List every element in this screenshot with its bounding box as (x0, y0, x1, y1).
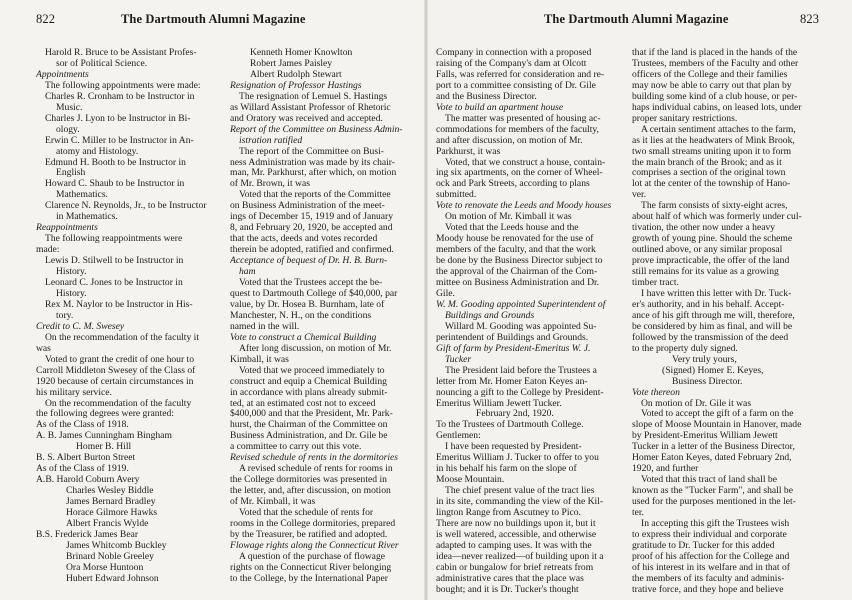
text-line: I have been requested by President- (445, 442, 582, 453)
text-line: Clarence N. Reynolds, Jr., to be Instructor (45, 201, 207, 212)
text-line: Carroll Middleton Swesey of the Class of (36, 365, 196, 376)
text-line: construct and equip a Chemical Building (230, 376, 387, 387)
text-line: therein be adopted, ratified and confirmed. (230, 245, 394, 256)
text-line: of Mr. Brown, it was (230, 179, 310, 190)
text-line: man, Mr. Parkhurst, after which, on motion (230, 168, 397, 179)
text-line: cabin or bungalow for brief retreats from (436, 562, 594, 573)
text-line: proper sanitary restrictions. (632, 113, 738, 124)
text-line: commodations for members of the faculty, (436, 124, 599, 135)
text-line: officers of the College and their families (632, 69, 788, 80)
text-line: submitted. (436, 190, 477, 201)
text-line: Business Administration, and Dr. Gile be (230, 431, 388, 442)
text-line: A. B. James Cunningham Bingham (36, 431, 172, 442)
text-line: that if the land is placed in the hands of the (632, 48, 798, 58)
text-line: of his interest in its welfare and in that of (632, 562, 790, 573)
text-line: Brinard Noble Greeley (66, 551, 154, 562)
text-line: growth of young pine. Should the scheme (632, 234, 793, 245)
text-line: proof of his affection for the College and (632, 551, 790, 562)
text-line: gratitude to Dr. Tucker for this added (632, 540, 775, 551)
text-line: (Signed) Homer E. Keyes, (662, 365, 764, 376)
text-line: Homer B. Hill (76, 442, 132, 453)
text-line: Ora Morse Huntoon (66, 562, 144, 573)
text-column-1 (36, 48, 226, 585)
text-line: Lewis D. Stilwell to be Instructor in (45, 256, 184, 267)
section-heading: Vote to build an apartment house (436, 102, 564, 113)
text-line: ance of his gift through me will, therefore, (632, 310, 795, 321)
text-line: slope of Moose Mountain in Hanover, made (632, 420, 802, 431)
text-line: is well watered, accessible, and otherwise (436, 529, 597, 540)
section-heading: Vote to renovate the Leeds and Moody houses (436, 201, 612, 212)
text-line: Voted that the Trustees accept the be- (239, 278, 383, 289)
text-line: in accordance with plans already submit- (230, 387, 388, 398)
text-line: Music. (56, 102, 83, 113)
text-line: ings of December 15, 1919 and of January (230, 212, 394, 223)
text-line: Trustees, members of the Faculty and other (632, 58, 799, 69)
text-line: the approval of the Chairman of the Com- (436, 267, 598, 278)
text-line: Voted that the Leeds house and the (445, 223, 579, 234)
text-line: James Bernard Bradley (66, 497, 156, 508)
text-line: The resignation of Lemuel S. Hastings (239, 91, 388, 102)
text-line: Parkhurst, it was (436, 146, 501, 157)
text-line: in his behalf his farm on the slope of (436, 464, 577, 475)
text-line: Moose Mountain. (436, 475, 505, 486)
text-line: A question of the purchase of flowage (239, 551, 385, 562)
text-line: rights on the Connecticut River belonging (230, 562, 392, 573)
text-line: that the acts, deeds and votes recorded (230, 234, 378, 245)
text-line: Gentlemen: (436, 431, 481, 442)
text-line: B. S. Albert Burton Street (36, 453, 136, 464)
section-heading: Buildings and Grounds (445, 310, 535, 321)
text-line: Hubert Edward Johnson (66, 573, 159, 584)
text-line: Willard M. Gooding was appointed Su- (445, 321, 597, 332)
text-line: as Willard Assistant Professor of Rhetoric (230, 102, 391, 113)
text-line: Leonard C. Jones to be Instructor in (45, 278, 183, 289)
text-line: Voted that this tract of land shall be (641, 475, 777, 486)
text-line: The following reappointments were (45, 234, 183, 245)
text-line: the letter, and, after discussion, on motion (230, 486, 391, 497)
text-line: by President-Emeritus William Jewett (632, 431, 778, 442)
text-line: Voted, that we construct a house, contain- (445, 157, 606, 168)
right-page (426, 0, 852, 600)
text-line: 8, and February 20, 1920, be accepted and (230, 223, 393, 234)
text-line: A certain sentiment attaches to the farm, (641, 124, 796, 135)
text-line: Rex M. Naylor to be Instructor in His- (45, 299, 193, 310)
text-line: Voted to accept the gift of a farm on the (641, 409, 794, 420)
text-line: I have written this letter with Dr. Tuck- (641, 288, 792, 299)
text-line: his military service. (36, 387, 112, 398)
text-line: perintendent of Buildings and Grounds. (436, 332, 589, 343)
text-line: the following degrees were granted: (36, 409, 174, 420)
text-line: and the Business Director. (436, 91, 537, 102)
text-line: hurst, the Chairman of the Committee on (230, 420, 388, 431)
text-line: A.B. Harold Coburn Avery (36, 475, 140, 486)
text-line: by the Treasurer, be ratified and adopted. (230, 529, 388, 540)
text-line: A revised schedule of rents for rooms in (239, 464, 393, 475)
text-line: As of the Class of 1919. (36, 464, 129, 475)
text-line: Edmund H. Booth to be Instructor in (45, 157, 186, 168)
text-line: port to a committee consisting of Dr. Gile (436, 80, 596, 91)
text-line: Howard C. Shaub to be Instructor in (45, 179, 185, 190)
section-heading: Credit to C. M. Swesey (36, 321, 125, 332)
left-page-header (36, 12, 55, 27)
text-line: about half of which was formerly under cul- (632, 212, 802, 223)
section-heading: Appointments (36, 69, 89, 80)
text-line: er's authority, and in his behalf. Accept- (632, 299, 785, 310)
text-line: The matter was presented of housing ac- (445, 113, 601, 124)
right-running-head: The Dartmouth Alumni Magazine (544, 12, 729, 26)
text-line: Horace Gilmore Hawks (66, 508, 158, 519)
text-line: Harold R. Bruce to be Assistant Profes- (45, 48, 197, 58)
text-line: in its site, commanding the view of the Kil- (436, 497, 604, 508)
text-line: atomy and Histology. (56, 146, 139, 157)
text-line: Moody house be renovated for the use of (436, 234, 594, 245)
text-line: On the recommendation of the faculty it (45, 332, 199, 343)
section-heading: W. M. Gooding appointed Superintendent of (436, 299, 606, 310)
text-line: and after discussion, on motion of Mr. (436, 135, 583, 146)
text-line: be done by the Business Director subject to (436, 256, 603, 267)
text-line: Voted to grant the credit of one hour to (45, 354, 195, 365)
text-line: nouncing a gift to the College by President- (436, 387, 604, 398)
text-line: ology. (56, 124, 80, 135)
book-gutter (424, 0, 428, 600)
text-line: Charles R. Cronham to be Instructor in (45, 91, 195, 102)
text-line: Charles J. Lyon to be Instructor in Bi- (45, 113, 191, 124)
section-heading: Reappointments (36, 223, 98, 234)
text-line: outlined above, or any similar proposal (632, 245, 783, 256)
text-line: value, by Dr. Hosea B. Burnham, late of (230, 299, 385, 310)
text-line: may now be able to carry out that plan by (632, 80, 792, 91)
text-line: B.S. Frederick James Bear (36, 529, 139, 540)
text-line: was (36, 343, 51, 354)
text-line: Kenneth Homer Knowlton (250, 48, 353, 58)
text-line: To the Trustees of Dartmouth College. (436, 420, 584, 431)
text-line: named in the will. (230, 321, 300, 332)
text-line: Falls, was referred for consideration and re- (436, 69, 605, 80)
text-line: History. (56, 267, 87, 278)
section-heading: Vote thereon (632, 387, 680, 398)
text-line: Erwin C. Miller to be Instructor in An- (45, 135, 194, 146)
text-line: trative force, and they hope and believe (632, 584, 784, 595)
text-line: letter from Mr. Homer Eaton Keyes an- (436, 376, 588, 387)
text-line: On the recommendation of the faculty (45, 398, 192, 409)
text-line: Emeritus William J. Tucker to offer to you (436, 453, 599, 464)
text-line: building some kind of a club house, or per- (632, 91, 798, 102)
text-line: made: (36, 245, 60, 256)
left-page-number: 822 (36, 12, 56, 26)
text-line: idea—never realized—of building upon it a (436, 551, 604, 562)
text-line: February 2nd, 1920. (476, 409, 554, 420)
section-heading: Gift of farm by President-Emeritus W. J. (436, 343, 591, 354)
text-line: 1920, and further (632, 464, 699, 475)
text-line: Gile. (436, 288, 455, 299)
section-heading: istration ratified (239, 135, 303, 146)
text-line: Voted that we proceed immediately to (239, 365, 385, 376)
text-line: Albert Francis Wylde (66, 518, 149, 529)
text-line: Voted that the reports of the Committee (239, 190, 391, 201)
text-line: Tucker in a letter of the Business Director, (632, 442, 795, 453)
section-heading: Revised schedule of rents in the dormitories (230, 453, 399, 464)
text-line: two small streams uniting upon it to form (632, 146, 792, 157)
text-line: the main branch of the Brook; and as it (632, 157, 782, 168)
right-page-number: 823 (800, 12, 820, 26)
text-line: The President laid before the Trustees a (445, 365, 597, 376)
text-line: a committee to carry out this vote. (230, 442, 362, 453)
text-line: The chief present value of the tract lies (445, 486, 595, 497)
section-heading: ham (239, 267, 256, 278)
text-line: Albert Rudolph Stewart (250, 69, 342, 80)
text-line: on Business Administration of the meet- (230, 201, 385, 212)
text-line: mittee on Business Administration and Dr. (436, 278, 600, 289)
text-line: ted, at an estimated cost not to exceed (230, 398, 376, 409)
text-line: The farm consists of sixty-eight acres, (641, 201, 788, 212)
text-line: Kimball, it was (230, 354, 289, 365)
text-line: still remains for its value as a growing (632, 267, 779, 278)
text-line: adapted to camping uses. It was with the (436, 540, 592, 551)
text-column-4 (632, 48, 824, 596)
text-line: $400,000 and that the President, Mr. Park- (230, 409, 393, 420)
text-line: Robert James Paisley (250, 58, 333, 69)
text-line: prove impracticable, the offer of the land (632, 256, 790, 267)
text-line: comprises a section of the original town (632, 168, 786, 179)
text-line: to express their individual and corporate (632, 529, 787, 540)
text-line: in Mathematics. (56, 212, 118, 223)
section-heading: Resignation of Professor Hastings (230, 80, 362, 91)
text-line: Business Director. (672, 376, 743, 387)
text-line: James Whitcomb Buckley (66, 540, 167, 551)
text-column-3 (436, 48, 626, 596)
text-line: the members of its faculty and adminis- (632, 573, 785, 584)
text-line: lot at the center of the township of Hano- (632, 179, 791, 190)
text-line: On motion of Dr. Gile it was (641, 398, 752, 409)
text-line: There are now no buildings upon it, but it (436, 518, 596, 529)
right-page-header (800, 12, 819, 27)
text-line: rooms in the College dormitories, prepared (230, 518, 396, 529)
text-line: as it lies at the headwaters of Mink Brook, (632, 135, 795, 146)
text-line: ver. (632, 190, 647, 201)
text-column-2 (230, 48, 420, 585)
text-line: ock and Park Streets, according to plans (436, 179, 590, 190)
text-line: tory. (56, 310, 74, 321)
text-line: the College dormitories was presented in (230, 475, 387, 486)
text-line: Emeritus William Jewett Tucker. (436, 398, 562, 409)
text-line: bought; and it is Dr. Tucker's thought (436, 584, 579, 595)
text-line: English (56, 168, 86, 179)
text-line: Charles Wesley Biddle (66, 486, 154, 497)
text-line: Company in connection with a proposed (436, 48, 592, 58)
section-heading: Flowage rights along the Connecticut River (230, 540, 399, 551)
text-line: The report of the Committee on Busi- (239, 146, 384, 157)
text-line: be considered by him as final, and will be (632, 321, 793, 332)
text-line: Voted that the schedule of rents for (239, 508, 374, 519)
section-heading: Acceptance of bequest of Dr. H. B. Burn- (230, 256, 388, 267)
text-line: Homer Eaton Keyes, dated February 2nd, (632, 453, 792, 464)
text-line: sor of Political Science. (56, 58, 148, 69)
text-line: Manchester, N. H., on the conditions (230, 310, 372, 321)
text-line: Mathematics. (56, 190, 108, 201)
text-line: raising of the Company's dam at Olcott (436, 58, 587, 69)
text-line: and Oratory was received and accepted. (230, 113, 383, 124)
text-line: ing six apartments, on the corner of Wheel- (436, 168, 603, 179)
text-line: After long discussion, on motion of Mr. (239, 343, 392, 354)
text-line: 1920 because of certain circumstances in (36, 376, 194, 387)
text-line: quest to Dartmouth College of $40,000, par (230, 288, 398, 299)
text-line: On motion of Mr. Kimball it was (445, 212, 572, 223)
text-line: The following appointments were made: (45, 80, 201, 91)
text-line: In accepting this gift the Trustees wish (641, 518, 790, 529)
text-line: Very truly yours, (672, 354, 737, 365)
text-line: used for the purposes mentioned in the let- (632, 497, 796, 508)
text-line: timber tract. (632, 278, 679, 289)
text-line: lington Range from Ascutney to Pico. (436, 508, 581, 519)
text-line: As of the Class of 1918. (36, 420, 129, 431)
text-line: to the property duly signed. (632, 343, 738, 354)
text-line: members of the faculty, and that the work (436, 245, 596, 256)
section-heading: Report of the Committee on Business Admin- (230, 124, 403, 135)
left-running-head: The Dartmouth Alumni Magazine (121, 12, 306, 26)
text-line: administrative cares that the place was (436, 573, 584, 584)
section-heading: Tucker (445, 354, 472, 365)
text-line: haps individual cabins, on leased lots, under (632, 102, 802, 113)
text-line: known as the "Tucker Farm", and shall be (632, 486, 793, 497)
text-line: History. (56, 288, 87, 299)
text-line: tivation, the other now under a heavy (632, 223, 776, 234)
section-heading: Vote to construct a Chemical Building (230, 332, 377, 343)
text-line: to the College, by the International Paper (230, 573, 388, 584)
text-line: of Mr. Kimball, it was (230, 497, 316, 508)
text-line: ter. (632, 508, 644, 519)
text-line: ness Administration was made by its chair- (230, 157, 396, 168)
text-line: followed by the transmission of the deed (632, 332, 789, 343)
